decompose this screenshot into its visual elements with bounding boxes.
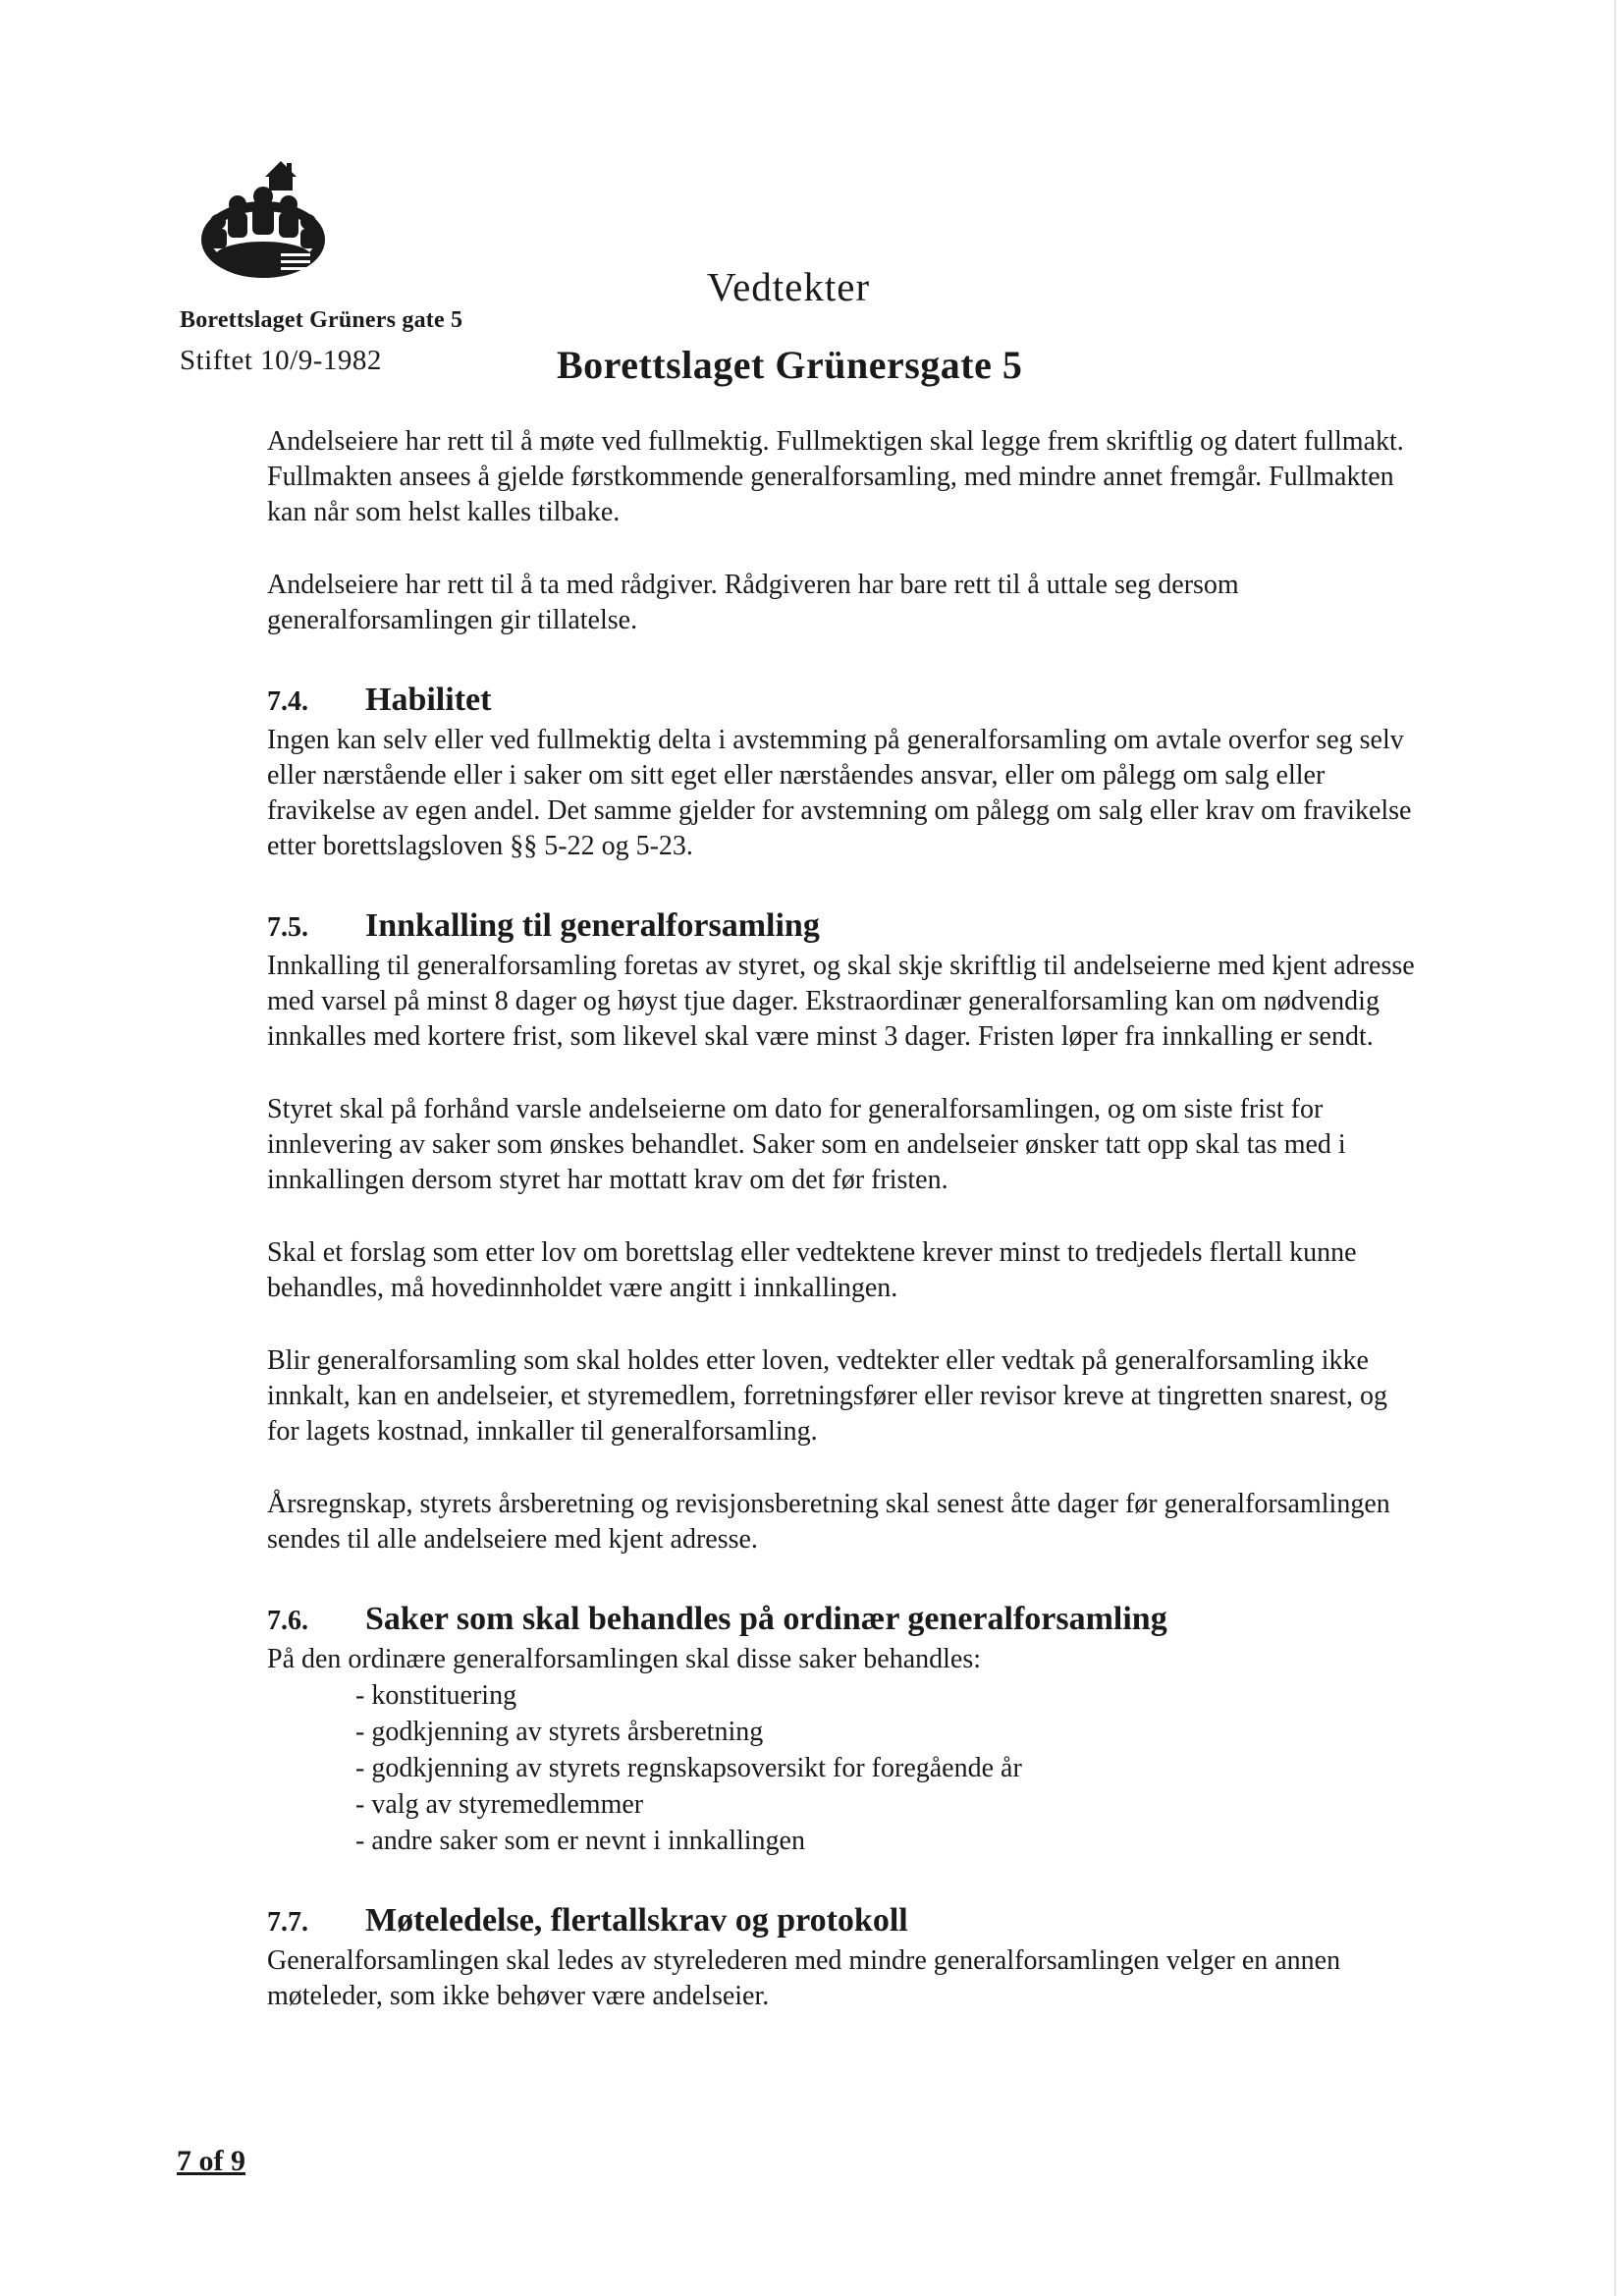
list-item: - valg av styremedlemmer (355, 1789, 644, 1820)
section-heading-7-4 (267, 682, 1416, 719)
section-heading-7-5 (267, 907, 1416, 945)
list-item: - godkjenning av styrets årsberetning (355, 1717, 764, 1747)
org-name: Borettslaget Grüners gate 5 (180, 307, 463, 333)
paragraph-deadline: Styret skal på forhånd varsle andelseierne om dato for generalforsamlingen, og om siste frist for innlevering av saker som ønskes behandlet. Saker som en andelseier ønsker tatt opp skal tas med i innkallingen dersom styret har mottatt krav om det før fristen. (267, 1094, 1346, 1195)
document-title: Vedtekter (707, 264, 871, 309)
paragraph-agenda-intro: På den ordinære generalforsamlingen skal disse saker behandles: (267, 1644, 982, 1674)
section-number: 7.5. (267, 912, 308, 943)
paragraph-proxy: Andelseiere har rett til å møte ved fullmektig. Fullmektigen skal legge frem skriftlig og datert fullmakt. Fullmakten ansees å gjelde førstkommende generalforsamling, med mindre annet fremgår. Fullmakten kan når som helst kalles tilbake. (267, 426, 1404, 527)
section-heading-7-7 (267, 1902, 1416, 1940)
paragraph-habilitet: Ingen kan selv eller ved fullmektig delta i avstemming på generalforsamling om avtale overfor seg selv eller nærstående eller i saker om sitt eget eller nærståendes ansvar, eller om pålegg om salg eller fravikelse av egen andel. Det samme gjelder for avstemning om pålegg om salg eller krav om fravikelse etter borettslagsloven §§ 5-22 og 5-23. (267, 725, 1412, 861)
paragraph-court: Blir generalforsamling som skal holdes etter loven, vedtekter eller vedtak på generalforsamling ikke innkalt, kan en andelseier, et styremedlem, forretningsfører eller revisor kreve at tingretten snarest, og for lagets kostnad, innkaller til generalforsamling. (267, 1345, 1387, 1447)
page-number: 7 of 9 (177, 2145, 245, 2177)
section-title: Habilitet (365, 682, 492, 718)
paragraph-notice: Innkalling til generalforsamling foretas av styret, og skal skje skriftlig til andelseierne med kjent adresse med varsel på minst 8 dager og høyst tjue dager. Ekstraordinær generalforsamling kan om nødvendig innkalles med kortere frist, som likevel skal være minst 3 dager. Fristen løper fra innkalling er sendt. (267, 951, 1415, 1052)
paragraph-chair: Generalforsamlingen skal ledes av styrelederen med mindre generalforsamlingen velger en annen møteleder, som ikke behøver være andelseier. (267, 1945, 1341, 2011)
founded-date: Stiftet 10/9-1982 (180, 345, 382, 376)
section-title: Saker som skal behandles på ordinær generalforsamling (365, 1601, 1167, 1637)
document-subtitle: Borettslaget Grünersgate 5 (557, 343, 1023, 387)
list-item: - andre saker som er nevnt i innkallingen (355, 1826, 805, 1856)
section-number: 7.6. (267, 1606, 308, 1636)
section-title: Innkalling til generalforsamling (365, 907, 820, 944)
agenda-list (267, 1677, 1416, 1859)
paragraph-accounts: Årsregnskap, styrets årsberetning og revisjonsberetning skal senest åtte dager før generalforsamlingen sendes til alle andelseiere med kjent adresse. (267, 1489, 1390, 1555)
paragraph-majority: Skal et forslag som etter lov om borettslag eller vedtektene krever minst to tredjedels flertall kunne behandles, må hovedinnholdet være angitt i innkallingen. (267, 1237, 1357, 1303)
housing-cooperative-logo-icon (198, 155, 334, 283)
section-number: 7.4. (267, 686, 308, 717)
section-number: 7.7. (267, 1907, 308, 1938)
list-item: - godkjenning av styrets regnskapsoversikt for foregående år (355, 1753, 1022, 1783)
paragraph-advisor: Andelseiere har rett til å ta med rådgiver. Rådgiveren har bare rett til å uttale seg dersom generalforsamlingen gir tillatelse. (267, 570, 1239, 635)
list-item: - konstituering (355, 1680, 517, 1711)
section-heading-7-6 (267, 1601, 1416, 1638)
section-title: Møteledelse, flertallskrav og protokoll (365, 1902, 908, 1939)
document-body (267, 424, 1416, 2014)
scan-edge (1614, 0, 1616, 2296)
